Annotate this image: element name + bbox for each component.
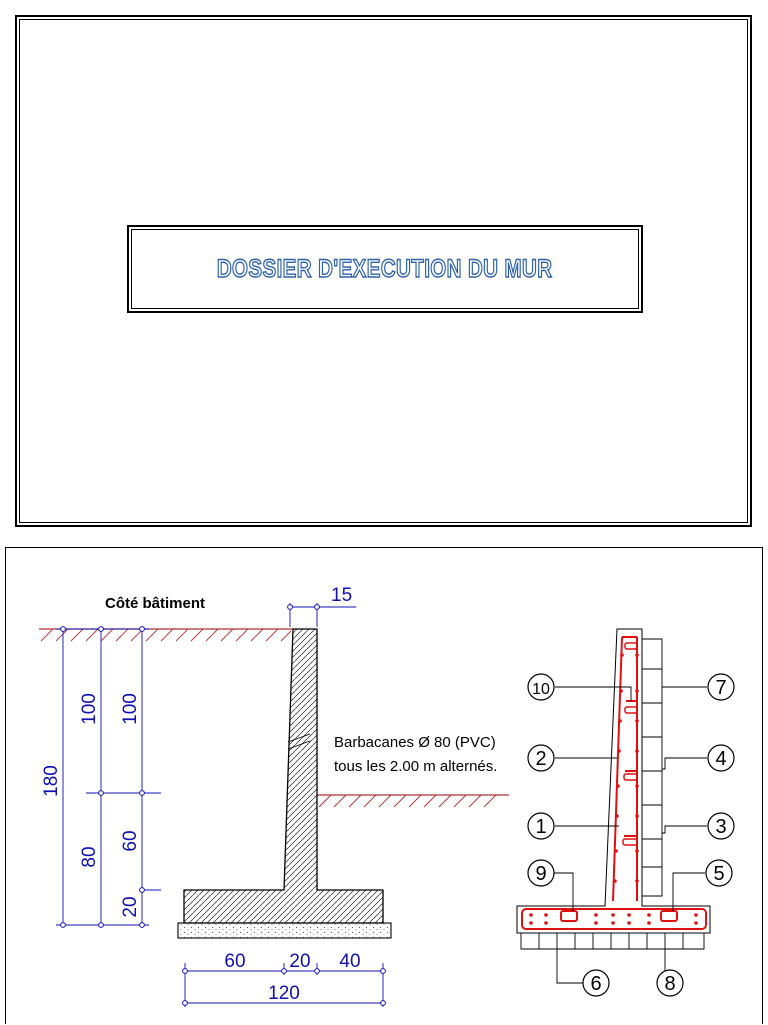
wall-drawing	[6, 548, 764, 1025]
mark-4: 4	[715, 748, 727, 770]
dimension-markers	[61, 605, 386, 1006]
dim-lower-left: 80	[79, 846, 100, 868]
drain-note-line2: tous les 2.00 m alternés.	[334, 758, 498, 775]
soil-hatch-front	[319, 795, 496, 807]
document-title: DOSSIER D'EXECUTION DU MUR	[217, 254, 553, 283]
mark-10: 10	[532, 681, 550, 698]
dim-toe: 40	[339, 951, 361, 972]
mark-8: 8	[664, 973, 676, 995]
dim-footing: 20	[120, 896, 141, 918]
drain-note-line1: Barbacanes Ø 80 (PVC)	[334, 734, 496, 751]
dim-middle-right: 60	[120, 830, 141, 852]
mark-1: 1	[535, 816, 547, 838]
dim-crest: 15	[331, 585, 353, 606]
dim-stem-base: 20	[289, 951, 311, 972]
rebar-vertical	[613, 637, 637, 901]
dim-heel: 60	[224, 951, 246, 972]
reinforcement-detail	[517, 629, 734, 996]
mark-3: 3	[715, 816, 727, 838]
lean-concrete	[178, 923, 391, 938]
rebar-footing	[522, 909, 706, 929]
title-frame	[127, 225, 643, 313]
mark-2: 2	[535, 748, 547, 770]
cross-section	[39, 585, 509, 1007]
soil-hatch-retained	[41, 629, 291, 641]
mark-7: 7	[715, 677, 727, 699]
drawing-sheet	[5, 547, 763, 1024]
cover-sheet	[15, 15, 752, 527]
dim-upper-right: 100	[120, 693, 141, 725]
mark-6: 6	[590, 973, 602, 995]
mark-5: 5	[713, 863, 725, 885]
side-label: Côté bâtiment	[105, 595, 206, 612]
mark-9: 9	[535, 863, 547, 885]
dim-total-height: 180	[41, 765, 62, 797]
wall-concrete	[184, 629, 383, 923]
dim-upper-left: 100	[79, 693, 100, 725]
rebar-stirrups	[623, 643, 637, 845]
dim-base-width: 120	[268, 983, 300, 1004]
dimension-lines	[56, 603, 383, 1007]
